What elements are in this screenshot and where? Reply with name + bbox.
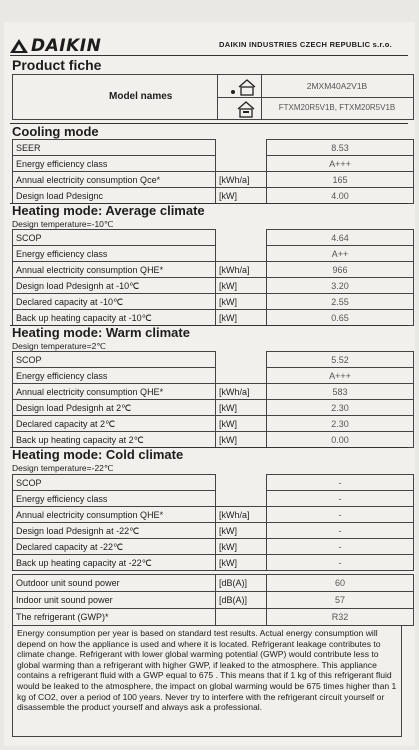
row-value: 2.30 xyxy=(267,416,414,432)
row-label: SEER xyxy=(13,140,216,156)
outdoor-model-name: 2MXM40A2V1B xyxy=(306,81,368,91)
row-value: 57 xyxy=(267,592,414,609)
heating-cold-design-temp: Design temperature=-22℃ xyxy=(12,463,114,473)
row-unit xyxy=(216,246,267,262)
row-label: Back up heating capacity at -22℃ xyxy=(13,555,216,571)
model-names-label: Model names xyxy=(109,91,173,102)
row-value: 5.52 xyxy=(267,352,414,368)
table-row xyxy=(13,555,414,571)
row-value: - xyxy=(267,523,414,539)
row-value: - xyxy=(267,555,414,571)
row-unit xyxy=(216,156,267,172)
table-row xyxy=(13,352,414,368)
energy-refrigerant-note: Energy consumption per year is based on standard test results. Actual energy consumption will depend on how the appliance is used and where it is located. Refrigerant leakage contributes to climate change. Refrigerant with lower global warming potential (GWP) would contribute less to global warming than a refrigerant with higher GWP, if leaked to the atmosphere. This appliance contains a refrigerant fluid with a GWP equal to 675 . This means that if 1 kg of this refrigerant fluid would be leaked to the atmosphere, the impact on global warming would be 675 times higher than 1 kg of CO2, over a period of 100 years. Never try to interfere with the refrigerant circuit yourself or disassemble the product yourself and always ask a professional. xyxy=(12,625,402,737)
table-row xyxy=(13,156,414,172)
row-value: - xyxy=(267,475,414,491)
heating-average-design-temp: Design temperature=-10℃ xyxy=(12,219,114,229)
row-value: 2.55 xyxy=(267,294,414,310)
row-label: Annual electricity consumption QHE* xyxy=(13,262,216,278)
table-row xyxy=(13,278,414,294)
sound-refrigerant-table xyxy=(12,574,414,626)
row-unit: [kW] xyxy=(216,310,267,326)
row-label: Design load Pdesignh at -22℃ xyxy=(13,523,216,539)
row-value: 3.20 xyxy=(267,278,414,294)
row-label: Back up heating capacity at 2℃ xyxy=(13,432,216,448)
indoor-model-names: FTXM20R5V1B, FTXM20R5V1B xyxy=(278,103,396,112)
table-row xyxy=(13,262,414,278)
table-row xyxy=(13,523,414,539)
row-label: Energy efficiency class xyxy=(13,246,216,262)
table-row xyxy=(13,507,414,523)
table-row xyxy=(13,140,414,156)
cooling-title: Cooling mode xyxy=(12,124,99,139)
row-unit: [dB(A)] xyxy=(216,575,267,592)
header-rule xyxy=(10,55,408,56)
model-names-box xyxy=(12,74,414,120)
table-row xyxy=(13,539,414,555)
row-unit xyxy=(216,491,267,507)
row-label: Energy efficiency class xyxy=(13,491,216,507)
divider xyxy=(217,97,413,98)
row-unit: [kW] xyxy=(216,523,267,539)
row-unit: [kW] xyxy=(216,539,267,555)
row-label: Energy efficiency class xyxy=(13,368,216,384)
row-unit: [kWh/a] xyxy=(216,507,267,523)
row-unit: [kW] xyxy=(216,188,267,204)
row-value: 966 xyxy=(267,262,414,278)
table-row xyxy=(13,188,414,204)
row-label: Design load Pdesignc xyxy=(13,188,216,204)
row-label: Indoor unit sound power xyxy=(13,592,216,609)
table-row xyxy=(13,432,414,448)
row-unit: [kWh/a] xyxy=(216,262,267,278)
heating-cold-table xyxy=(12,474,414,571)
row-value: A+++ xyxy=(267,368,414,384)
daikin-logo xyxy=(10,36,101,56)
row-label: Declared capacity at 2℃ xyxy=(13,416,216,432)
table-row xyxy=(13,368,414,384)
indoor-unit-house-icon xyxy=(229,100,259,118)
row-unit: [kW] xyxy=(216,294,267,310)
outdoor-unit-house-icon xyxy=(229,78,259,96)
row-label: SCOP xyxy=(13,475,216,491)
row-value: R32 xyxy=(267,609,414,626)
table-row xyxy=(13,416,414,432)
row-unit: [kWh/a] xyxy=(216,384,267,400)
heating-average-title: Heating mode: Average climate xyxy=(12,203,205,218)
header xyxy=(10,36,410,56)
row-label: Declared capacity at -22℃ xyxy=(13,539,216,555)
row-value: 60 xyxy=(267,575,414,592)
page-title: Product fiche xyxy=(12,57,102,73)
brand-name: DAIKIN xyxy=(31,36,102,56)
row-value: 8.53 xyxy=(267,140,414,156)
heating-warm-table xyxy=(12,351,414,448)
table-row xyxy=(13,384,414,400)
row-label: Design load Pdesignh at 2℃ xyxy=(13,400,216,416)
row-unit xyxy=(216,609,267,626)
row-unit xyxy=(216,475,267,491)
row-value: 0.00 xyxy=(267,432,414,448)
row-label: SCOP xyxy=(13,230,216,246)
table-row xyxy=(13,475,414,491)
heating-warm-design-temp: Design temperature=2℃ xyxy=(12,341,106,351)
table-row xyxy=(13,294,414,310)
row-value: 165 xyxy=(267,172,414,188)
row-label: SCOP xyxy=(13,352,216,368)
row-unit xyxy=(216,368,267,384)
row-label: Annual electricity consumption QHE* xyxy=(13,384,216,400)
row-unit: [kWh/a] xyxy=(216,172,267,188)
cooling-table xyxy=(12,139,414,204)
row-value: A++ xyxy=(267,246,414,262)
row-label: Back up heating capacity at -10℃ xyxy=(13,310,216,326)
table-row xyxy=(13,575,414,592)
row-unit: [kW] xyxy=(216,416,267,432)
row-label: Annual electricity consumption Qce* xyxy=(13,172,216,188)
heating-cold-title: Heating mode: Cold climate xyxy=(12,447,184,462)
table-row xyxy=(13,400,414,416)
heating-average-table xyxy=(12,229,414,326)
row-label: Annual electricity consumption QHE* xyxy=(13,507,216,523)
table-row xyxy=(13,609,414,626)
row-unit xyxy=(216,230,267,246)
row-value: 583 xyxy=(267,384,414,400)
row-value: A+++ xyxy=(267,156,414,172)
row-value: 0.65 xyxy=(267,310,414,326)
table-row xyxy=(13,230,414,246)
row-label: The refrigerant (GWP)* xyxy=(13,609,216,626)
row-value: - xyxy=(267,539,414,555)
table-row xyxy=(13,172,414,188)
daikin-logo-icon xyxy=(10,39,28,53)
row-value: - xyxy=(267,507,414,523)
row-unit: [kW] xyxy=(216,555,267,571)
table-row xyxy=(13,592,414,609)
row-unit xyxy=(216,352,267,368)
row-value: 4.00 xyxy=(267,188,414,204)
row-label: Design load Pdesignh at -10℃ xyxy=(13,278,216,294)
row-unit: [kW] xyxy=(216,400,267,416)
row-value: 2.30 xyxy=(267,400,414,416)
table-row xyxy=(13,310,414,326)
row-unit: [dB(A)] xyxy=(216,592,267,609)
row-unit xyxy=(216,140,267,156)
row-label: Declared capacity at -10℃ xyxy=(13,294,216,310)
row-value: - xyxy=(267,491,414,507)
row-unit: [kW] xyxy=(216,278,267,294)
row-value: 4.64 xyxy=(267,230,414,246)
row-label: Energy efficiency class xyxy=(13,156,216,172)
row-label: Outdoor unit sound power xyxy=(13,575,216,592)
heating-warm-title: Heating mode: Warm climate xyxy=(12,325,190,340)
company-name: DAIKIN INDUSTRIES CZECH REPUBLIC s.r.o. xyxy=(219,40,392,49)
table-row xyxy=(13,491,414,507)
row-unit: [kW] xyxy=(216,432,267,448)
table-row xyxy=(13,246,414,262)
